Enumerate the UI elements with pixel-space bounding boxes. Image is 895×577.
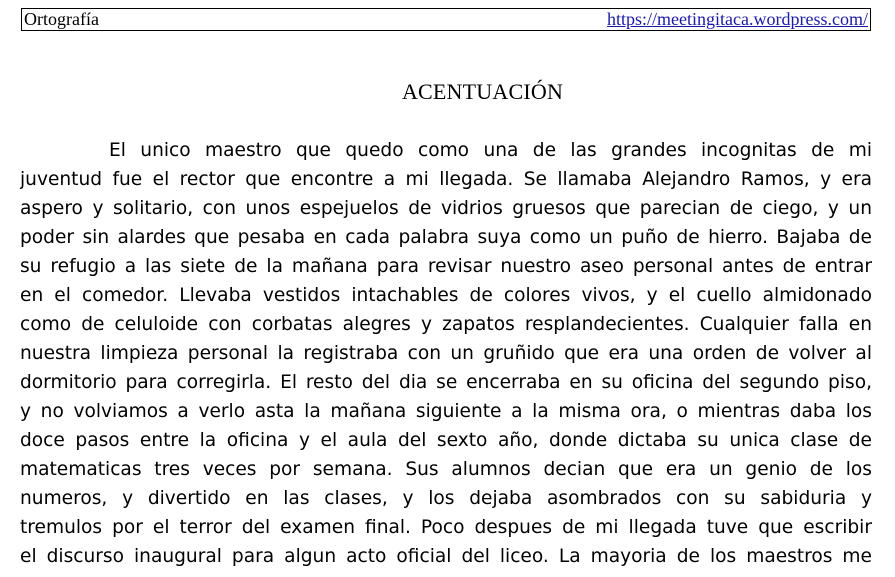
text-line: en el comedor. Llevaba vestidos intachables de colores vivos, y el cuello almidonado (20, 285, 872, 306)
document-body (20, 136, 872, 571)
text-line: nuestra limpieza personal la registraba con un gruñido que era una orden de volver al (20, 343, 872, 364)
text-line: doce pasos entre la oficina y el aula del sexto año, donde dictaba su unica clase de (20, 430, 872, 451)
text-line: dormitorio para corregirla. El resto del dia se encerraba en su oficina del segundo piso, (20, 372, 872, 393)
text-line: su refugio a las siete de la mañana para revisar nuestro aseo personal antes de entrar (20, 256, 872, 277)
header-section-label: Ortografía (24, 9, 99, 29)
text-line: poder sin alardes que pesaba en cada palabra suya como un puño de hierro. Bajaba de (20, 227, 872, 248)
text-line: y no volviamos a verlo asta la mañana siguiente a la misma ora, o mientras daba los (20, 401, 872, 422)
text-line: matematicas tres veces por semana. Sus alumnos decian que era un genio de los (20, 459, 872, 480)
page-header (21, 8, 871, 31)
text-line: aspero y solitario, con unos espejuelos de vidrios gruesos que parecian de ciego, y un (20, 198, 872, 219)
text-line: juventud fue el rector que encontre a mi llegada. Se llamaba Alejandro Ramos, y era (20, 169, 872, 190)
text-line: El unico maestro que quedo como una de las grandes incognitas de mi (109, 140, 872, 161)
text-line: tremulos por el terror del examen final. Poco despues de mi llegada tuve que escribir (20, 517, 872, 538)
text-line: el discurso inaugural para algun acto oficial del liceo. La mayoria de los maestros me (20, 546, 872, 567)
document-title: ACENTUACIÓN (401, 79, 564, 104)
text-line: numeros, y divertido en las clases, y los dejaba asombrados con su sabiduria y (20, 488, 872, 509)
text-line: como de celuloide con corbatas alegres y zapatos resplandecientes. Cualquier falla en (20, 314, 872, 335)
header-website-link[interactable]: https://meetingitaca.wordpress.com/ (607, 9, 868, 29)
